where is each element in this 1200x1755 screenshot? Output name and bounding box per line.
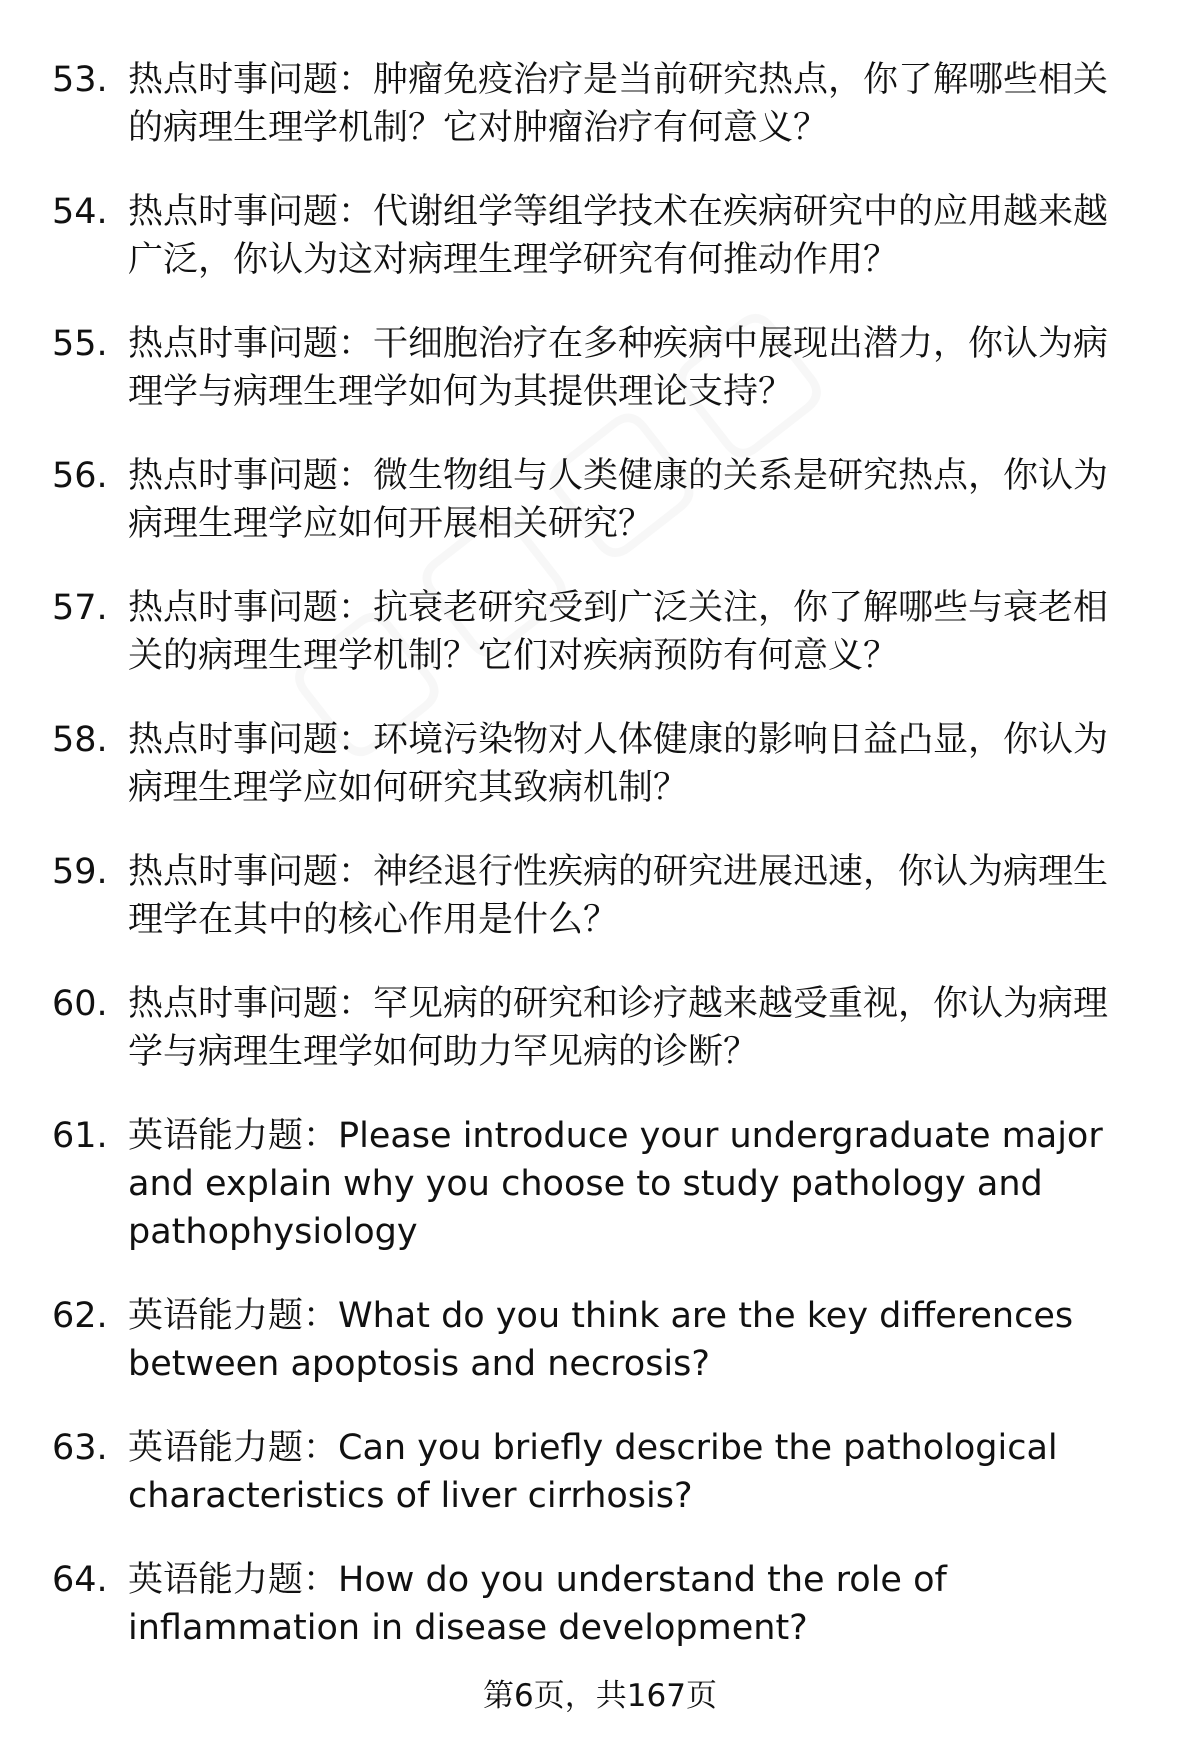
question-number: 55. (52, 324, 108, 364)
question-item-63 (52, 1424, 1142, 1520)
question-number: 56. (52, 456, 108, 496)
question-text: 热点时事问题：神经退行性疾病的研究进展迅速，你认为病理生理学在其中的核心作用是什么？ (128, 852, 1109, 940)
question-number: 61. (52, 1116, 108, 1156)
question-text: 英语能力题：What do you think are the key differences between apoptosis and necrosis? (128, 1296, 1074, 1384)
question-text: 热点时事问题：抗衰老研究受到广泛关注，你了解哪些与衰老相关的病理生理学机制？它们对疾病预防有何意义？ (128, 588, 1109, 676)
question-item-62 (52, 1292, 1142, 1388)
question-number: 63. (52, 1428, 108, 1468)
question-item-55 (52, 320, 1142, 416)
question-item-54 (52, 188, 1142, 284)
question-number: 62. (52, 1296, 108, 1336)
question-item-56 (52, 452, 1142, 548)
question-item-58 (52, 716, 1142, 812)
question-item-60 (52, 980, 1142, 1076)
question-number: 54. (52, 192, 108, 232)
question-text: 热点时事问题：肿瘤免疫治疗是当前研究热点，你了解哪些相关的病理生理学机制？它对肿瘤治疗有何意义？ (128, 60, 1109, 148)
question-item-64 (52, 1556, 1142, 1652)
question-text: 英语能力题：Please introduce your undergraduate major and explain why you choose to study pathology and pathophysiology (128, 1116, 1103, 1252)
question-text: 热点时事问题：环境污染物对人体健康的影响日益凸显，你认为病理生理学应如何研究其致病机制？ (128, 720, 1109, 808)
question-number: 53. (52, 60, 108, 100)
question-text: 热点时事问题：干细胞治疗在多种疾病中展现出潜力，你认为病理学与病理生理学如何为其提供理论支持？ (128, 324, 1109, 412)
question-item-59 (52, 848, 1142, 944)
question-item-53 (52, 56, 1142, 152)
question-item-61 (52, 1112, 1142, 1256)
question-text: 热点时事问题：罕见病的研究和诊疗越来越受重视，你认为病理学与病理生理学如何助力罕见病的诊断？ (128, 984, 1109, 1072)
question-item-57 (52, 584, 1142, 680)
question-number: 64. (52, 1560, 108, 1600)
question-text: 英语能力题：Can you briefly describe the pathological characteristics of liver cirrhosis? (128, 1428, 1058, 1516)
question-text: 英语能力题：How do you understand the role of inflammation in disease development? (128, 1560, 947, 1648)
question-number: 57. (52, 588, 108, 628)
page-footer: 第6页，共167页 (483, 1678, 717, 1714)
question-number: 59. (52, 852, 108, 892)
question-text: 热点时事问题：代谢组学等组学技术在疾病研究中的应用越来越广泛，你认为这对病理生理学研究有何推动作用？ (128, 192, 1109, 280)
question-list (52, 56, 1142, 1688)
question-number: 58. (52, 720, 108, 760)
question-text: 热点时事问题：微生物组与人类健康的关系是研究热点，你认为病理生理学应如何开展相关研究？ (128, 456, 1109, 544)
question-number: 60. (52, 984, 108, 1024)
